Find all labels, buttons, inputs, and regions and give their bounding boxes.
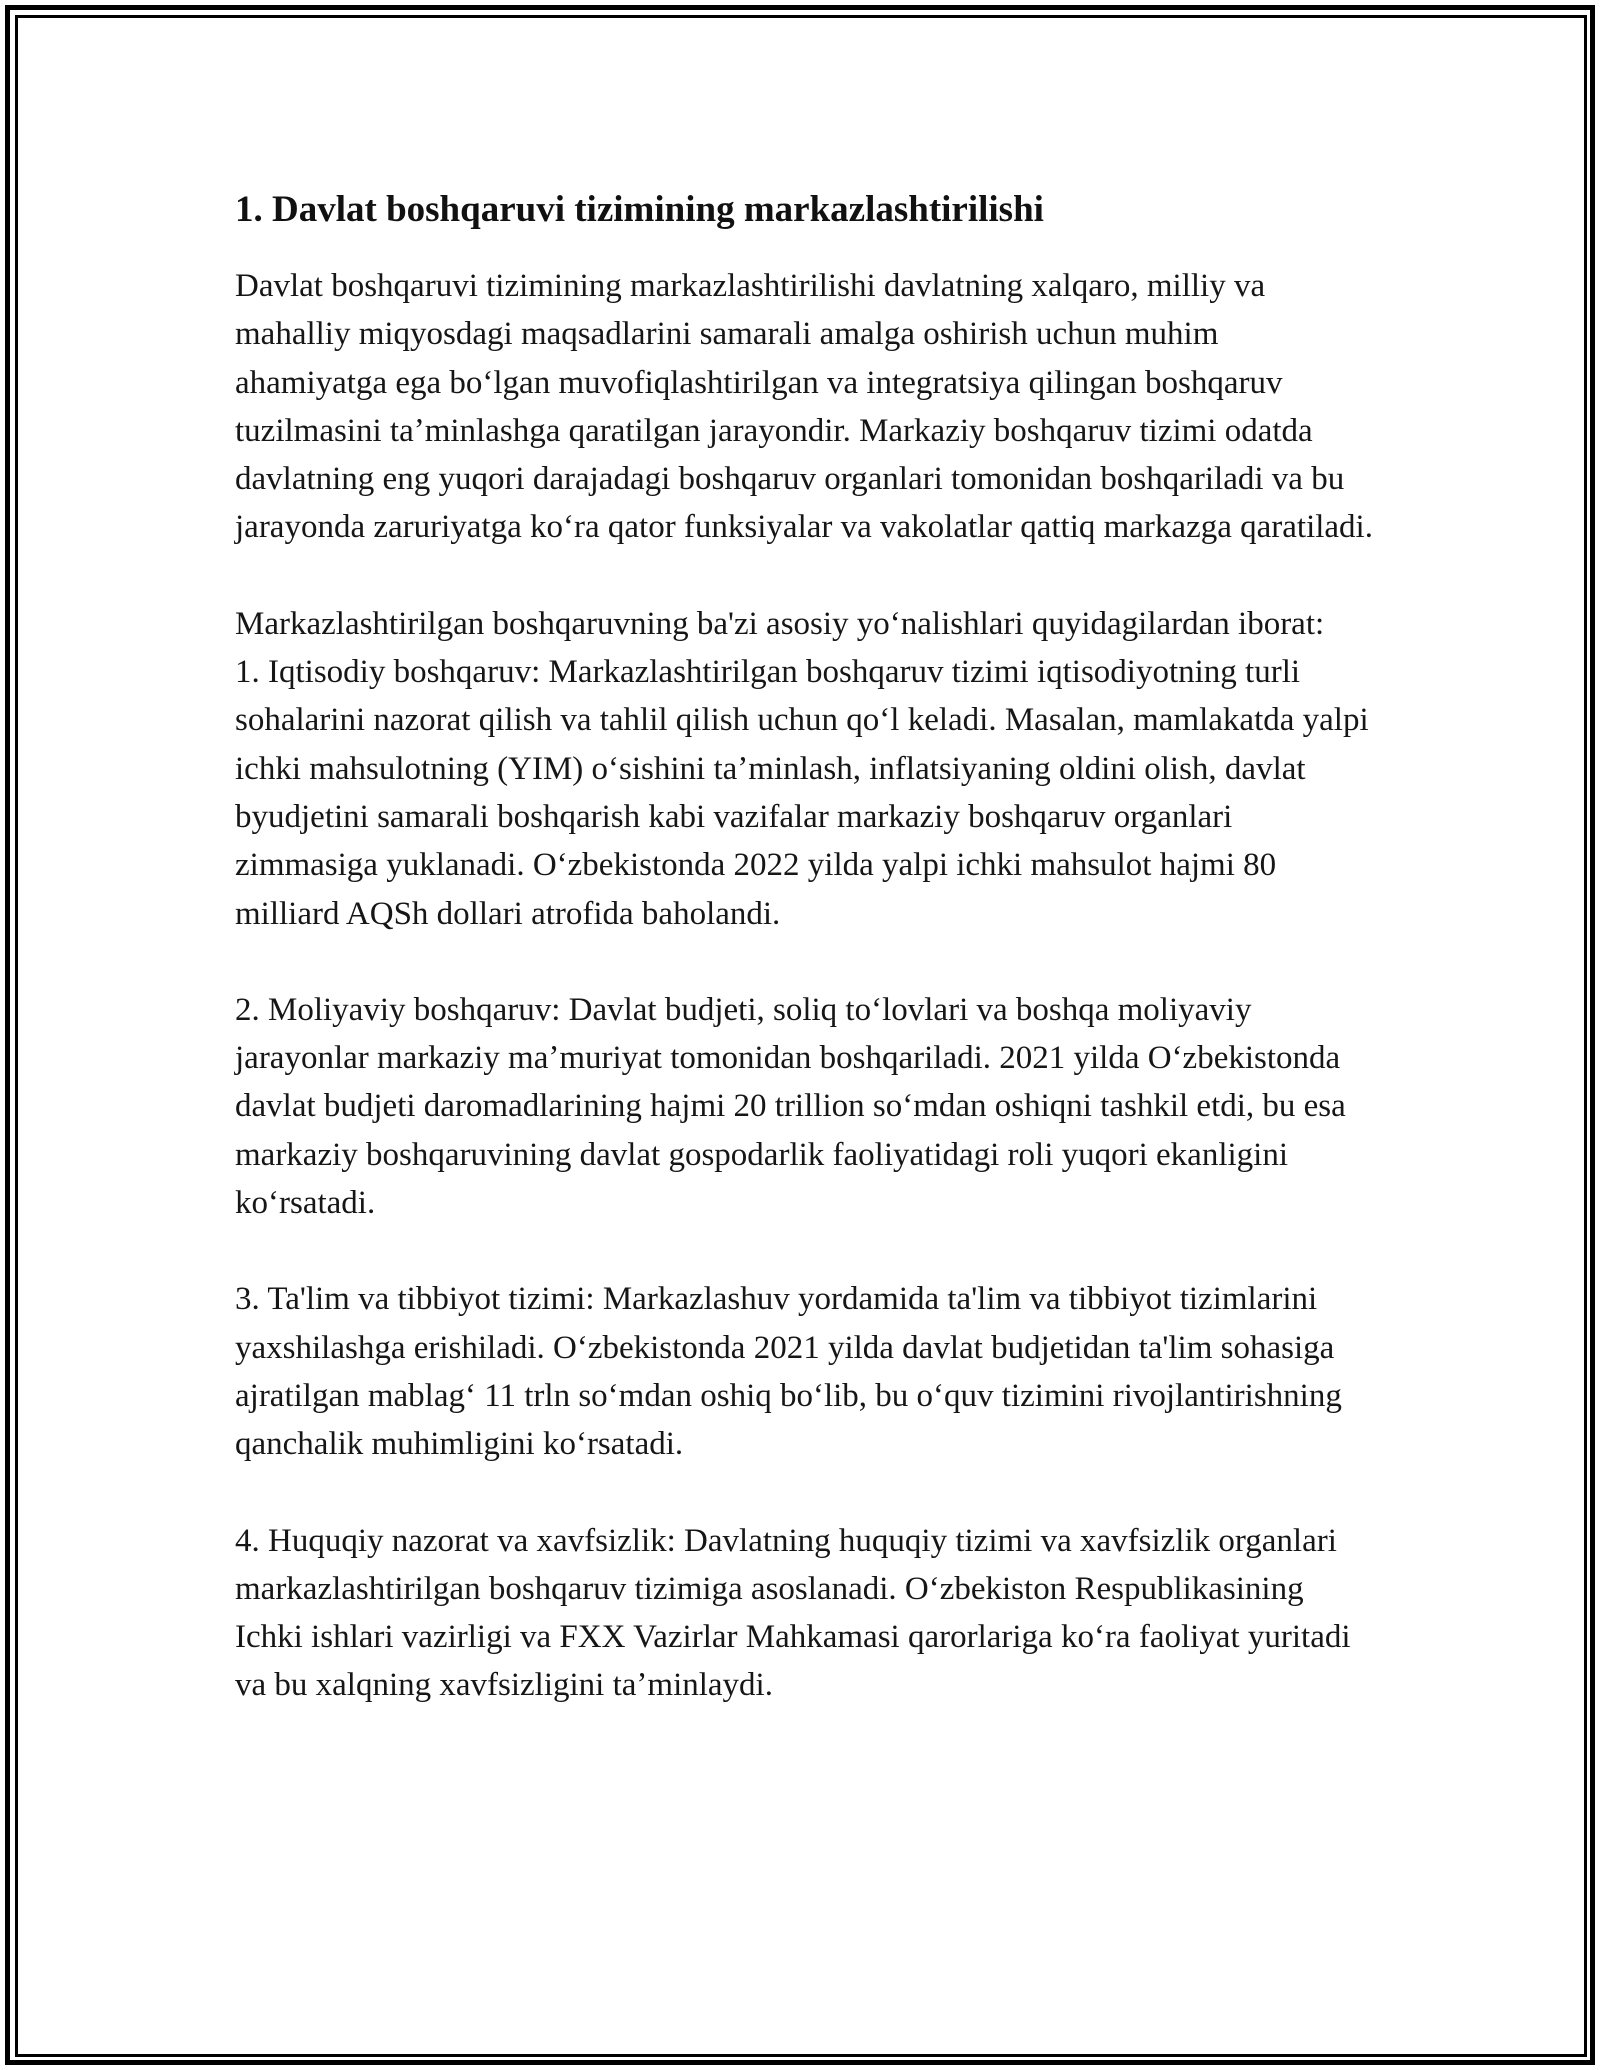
document-body	[235, 188, 1375, 1758]
section-heading: 1. Davlat boshqaruvi tizimining markazlashtirilishi	[235, 189, 1044, 230]
list-item-economic: 1. Iqtisodiy boshqaruv: Markazlashtirilgan boshqaruv tizimi iqtisodiyotning turli sohalarini nazorat qilish va tahlil qilish uchun qoʻl keladi. Masalan, mamlakatda yalpi ichki mahsulotning (YIM) oʻsishini taʼminlash, inflatsiyaning oldini olish, davlat byudjetini samarali boshqarish kabi vazifalar markaziy boshqaruv organlari zimmasiga yuklanadi. Oʻzbekistonda 2022 yilda yalpi ichki mahsulot hajmi 80 milliard AQSh dollari atrofida baholandi.	[235, 654, 1369, 932]
intro-paragraph: Davlat boshqaruvi tizimining markazlashtirilishi davlatning xalqaro, milliy va mahalliy miqyosdagi maqsadlarini samarali amalga oshirish uchun muhim ahamiyatga ega boʻlgan muvofiqlashtirilgan va integratsiya qilingan boshqaruv tuzilmasini taʼminlashga qaratilgan jarayondir. Markaziy boshqaruv tizimi odatda davlatning eng yuqori darajadagi boshqaruv organlari tomonidan boshqariladi va bu jarayonda zaruriyatga koʻra qator funksiyalar va vakolatlar qattiq markazga qaratiladi.	[235, 268, 1373, 546]
list-item-education-health: 3. Ta'lim va tibbiyot tizimi: Markazlashuv yordamida ta'lim va tibbiyot tizimlarini yaxshilashga erishiladi. Oʻzbekistonda 2021 yilda davlat budjetidan ta'lim sohasiga ajratilgan mablagʻ 11 trln soʻmdan oshiq boʻlib, bu oʻquv tizimini rivojlantirishning qanchalik muhimligini koʻrsatadi.	[235, 1281, 1342, 1463]
list-item-legal-security: 4. Huquqiy nazorat va xavfsizlik: Davlatning huquqiy tizimi va xavfsizlik organlari markazlashtirilgan boshqaruv tizimiga asoslanadi. Oʻzbekiston Respublikasining Ichki ishlari vazirligi va FXX Vazirlar Mahkamasi qarorlariga koʻra faoliyat yuritadi va bu xalqning xavfsizligini taʼminlaydi.	[235, 1522, 1351, 1704]
lead-in-paragraph: Markazlashtirilgan boshqaruvning ba'zi asosiy yoʻnalishlari quyidagilardan iborat:	[235, 605, 1325, 642]
list-item-financial: 2. Moliyaviy boshqaruv: Davlat budjeti, soliq toʻlovlari va boshqa moliyaviy jarayonlar markaziy maʼmuriyat tomonidan boshqariladi. 2021 yilda Oʻzbekistonda davlat budjeti daromadlarining hajmi 20 trillion soʻmdan oshiqni tashkil etdi, bu esa markaziy boshqaruvining davlat gospodarlik faoliyatidagi roli yuqori ekanligini koʻrsatadi.	[235, 991, 1346, 1222]
